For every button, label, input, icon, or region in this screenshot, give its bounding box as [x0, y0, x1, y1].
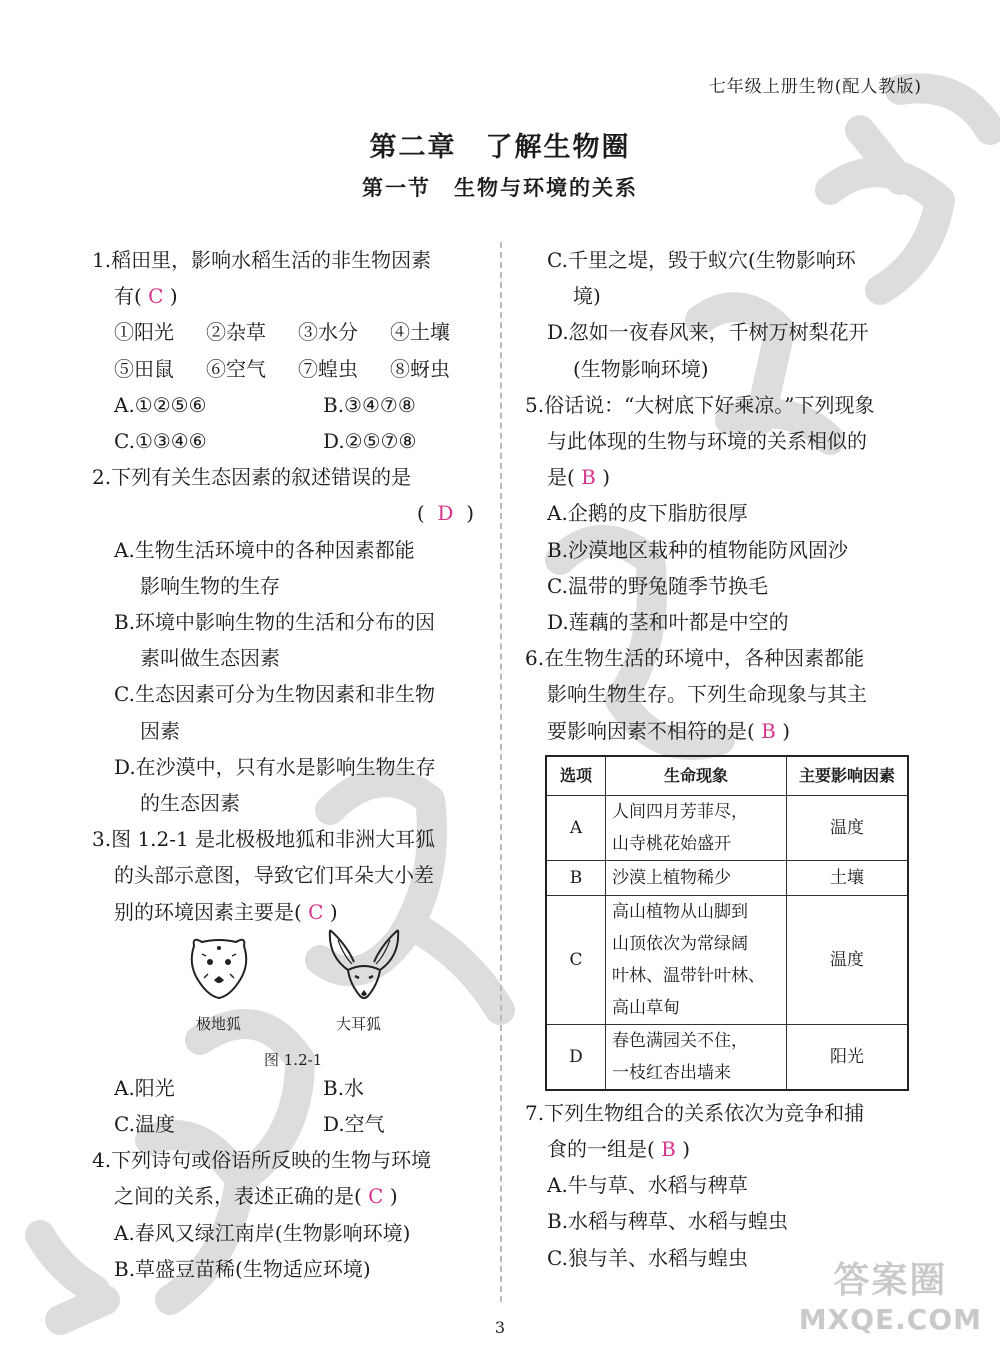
q6-stem-line-1: 6.在生物生活的环境中，各种因素都能 — [525, 646, 865, 671]
q1-answer: C — [148, 284, 164, 309]
q6-option-cell: A — [546, 795, 606, 860]
q2-option-a-line-2: 影响生物的生存 — [140, 573, 280, 598]
q5-stem-line-3 — [525, 459, 915, 495]
q3-fig-label-fennec: 大耳狐 — [336, 1014, 382, 1033]
q6-phenomenon-line: 山顶依次为常绿阔 — [612, 933, 748, 954]
q7-stem-line-1: 7.下列生物组合的关系依次为竞争和捕 — [525, 1100, 865, 1125]
q5-answer: B — [581, 465, 596, 490]
q5-stem-line-1: 5.俗话说：“大树底下好乘凉。”下列现象 — [525, 392, 875, 417]
book-header: 七年级上册生物(配人教版) — [708, 77, 922, 97]
q6-table-header-row — [546, 756, 908, 796]
q6-table-header: 生命现象 — [606, 756, 787, 796]
q6-stem-line-3 — [525, 713, 915, 749]
q1-options-row-2 — [92, 423, 484, 459]
q6-phenomenon-cell — [606, 1024, 787, 1090]
q4-stem-line-2 — [92, 1178, 484, 1214]
q1-stem-line-2 — [92, 278, 484, 314]
q4-stem-line-1: 4.下列诗句或俗语所反映的生物与环境 — [92, 1148, 432, 1173]
q6-table-header: 主要影响因素 — [787, 756, 909, 796]
site-watermark-url: MXQE.COM — [798, 1303, 982, 1336]
q6-phenomenon-line: 叶林、温带针叶林、 — [612, 965, 765, 986]
q4-stem-post: ) — [389, 1184, 398, 1209]
q2-option-c-line-2: 因素 — [140, 718, 180, 743]
arctic-fox-head-icon — [184, 934, 254, 1004]
q5-option-a: A.企鹅的皮下脂肪很厚 — [547, 501, 748, 526]
q2-option-d-line-2: 的生态因素 — [140, 791, 240, 816]
q3-fig-label-arctic: 极地狐 — [196, 1014, 242, 1033]
q2-option-a-line-1: A.生物生活环境中的各种因素都能 — [114, 537, 415, 562]
q6-phenomenon-line: 一枝红杏出墙来 — [612, 1062, 731, 1083]
table-row — [546, 795, 908, 860]
q2-option-c-line-1: C.生态因素可分为生物因素和非生物 — [114, 682, 435, 707]
q1-option-b: B.③④⑦⑧ — [323, 392, 416, 417]
q5-stem-post: ) — [602, 465, 611, 490]
q3-stem-pre: 别的环境因素主要是( — [114, 899, 302, 924]
table-row — [546, 895, 908, 1024]
q6-phenomenon-line: 高山植物从山脚到 — [612, 901, 748, 922]
q2-answer: D — [437, 501, 454, 526]
q6-phenomenon-line: 春色满园关不住， — [612, 1030, 748, 1051]
q6-stem-line-2: 影响生物生存。下列生命现象与其主 — [547, 682, 867, 707]
q2-stem: 2.下列有关生态因素的叙述错误的是 — [92, 465, 412, 490]
q3-stem-line-2: 的头部示意图，导致它们耳朵大小差 — [114, 863, 434, 888]
q5-option-c: C.温带的野兔随季节换毛 — [547, 573, 768, 598]
page-number: 3 — [494, 1318, 506, 1337]
q1-option-a: A.①②⑤⑥ — [114, 392, 207, 417]
q4-stem-pre: 之间的关系，表述正确的是( — [114, 1184, 362, 1209]
q1-item: ④土壤 — [390, 320, 450, 345]
q6-factor-cell: 温度 — [787, 795, 909, 860]
q7-stem-line-2 — [525, 1131, 915, 1167]
q6-table-header: 选项 — [546, 756, 606, 796]
q1-item: ⑥空气 — [206, 356, 266, 381]
q5-stem-line-2: 与此体现的生物与环境的关系相似的 — [547, 429, 867, 454]
q1-item: ⑧蚜虫 — [390, 356, 450, 381]
q5-stem-pre: 是( — [547, 465, 575, 490]
q6-option-cell: D — [546, 1024, 606, 1090]
table-row — [546, 860, 908, 895]
site-watermark — [799, 1252, 982, 1336]
q7-answer: B — [661, 1137, 676, 1162]
q1-stem-pre: 有( — [114, 284, 142, 309]
q3-option-d: D.空气 — [323, 1112, 385, 1137]
q6-factor-cell: 阳光 — [787, 1024, 909, 1090]
q2-paren-close: ) — [466, 501, 474, 526]
q1-options-row-1 — [92, 387, 484, 423]
q1-option-c: C.①③④⑥ — [114, 429, 207, 454]
q7-option-a: A.牛与草、水稻与稗草 — [547, 1173, 748, 1198]
q3-option-c: C.温度 — [114, 1112, 175, 1137]
q1-stem-line-1: 1.稻田里，影响水稻生活的非生物因素 — [92, 248, 432, 272]
q6-option-cell: B — [546, 860, 606, 895]
q6-option-cell: C — [546, 895, 606, 1024]
q3-options-row-2 — [92, 1106, 484, 1142]
q1-item: ⑦蝗虫 — [298, 356, 358, 381]
site-watermark-logo: 答案圈 — [833, 1260, 948, 1301]
q3-answer: C — [308, 899, 324, 924]
q3-stem-line-1: 3.图 1.2-1 是北极极地狐和非洲大耳狐 — [92, 827, 436, 852]
q6-phenomenon-line: 沙漠上植物稀少 — [612, 867, 731, 888]
q1-item: ③水分 — [298, 320, 358, 345]
q5-option-b: B.沙漠地区栽种的植物能防风固沙 — [547, 537, 849, 562]
fennec-fox-head-icon — [324, 926, 404, 1006]
q5-option-d: D.莲藕的茎和叶都是中空的 — [547, 610, 789, 635]
q4-answer: C — [368, 1184, 384, 1209]
q3-option-b: B.水 — [323, 1075, 365, 1100]
q1-item: ②杂草 — [206, 320, 266, 345]
q2-answer-line — [92, 495, 484, 531]
q7-option-b: B.水稻与稗草、水稻与蝗虫 — [547, 1209, 789, 1234]
q6-factor-cell: 温度 — [787, 895, 909, 1024]
section-title: 第一节 生物与环境的关系 — [362, 175, 638, 200]
q1-items-row-1 — [92, 314, 484, 350]
q6-table — [545, 755, 909, 1091]
q6-phenomenon-cell — [606, 895, 787, 1024]
q6-phenomenon-cell — [606, 795, 787, 860]
q3-stem-post: ) — [329, 899, 338, 924]
column-divider — [500, 242, 502, 1302]
q4-option-b: B.草盛豆苗稀(生物适应环境) — [114, 1256, 371, 1281]
q3-figure-caption: 图 1.2-1 — [264, 1050, 323, 1069]
chapter-title: 第二章 了解生物圈 — [369, 132, 631, 163]
q6-answer: B — [761, 718, 776, 743]
q4-option-c-line-2: 境) — [573, 284, 601, 309]
q3-option-a: A.阳光 — [114, 1075, 175, 1100]
q6-stem-pre: 要影响因素不相符的是( — [547, 718, 755, 743]
q3-stem-line-3 — [92, 894, 484, 930]
q4-option-c-line-1: C.千里之堤，毁于蚁穴(生物影响环 — [547, 248, 856, 272]
q1-option-d: D.②⑤⑦⑧ — [323, 429, 417, 454]
q6-factor-cell: 土壤 — [787, 860, 909, 895]
q2-option-d-line-1: D.在沙漠中，只有水是影响生物生存 — [114, 754, 436, 779]
q4-option-d-line-1: D.忽如一夜春风来，千树万树梨花开 — [547, 320, 869, 345]
right-column — [525, 242, 915, 1276]
q2-option-b-line-2: 素叫做生态因素 — [140, 646, 280, 671]
q4-option-a: A.春风又绿江南岸(生物影响环境) — [114, 1220, 411, 1245]
q1-item: ①阳光 — [114, 320, 174, 345]
q1-stem-post: ) — [169, 284, 178, 309]
q7-option-c: C.狼与羊、水稻与蝗虫 — [547, 1245, 748, 1270]
q7-stem-pre: 食的一组是( — [547, 1137, 655, 1162]
q6-phenomenon-cell — [606, 860, 787, 895]
table-row — [546, 1024, 908, 1090]
q1-items-row-2 — [92, 351, 484, 387]
q6-phenomenon-line: 山寺桃花始盛开 — [612, 833, 731, 854]
q7-stem-post: ) — [682, 1137, 691, 1162]
left-column — [92, 242, 484, 1287]
q6-stem-post: ) — [782, 718, 791, 743]
q2-paren-open: ( — [416, 501, 425, 526]
q1-item: ⑤田鼠 — [114, 356, 174, 381]
q6-phenomenon-line: 人间四月芳菲尽， — [612, 801, 748, 822]
q6-phenomenon-line: 高山草甸 — [612, 997, 680, 1018]
q2-option-b-line-1: B.环境中影响生物的生活和分布的因 — [114, 610, 436, 635]
q3-figure — [114, 930, 484, 1069]
q4-option-d-line-2: (生物影响环境) — [573, 356, 709, 381]
